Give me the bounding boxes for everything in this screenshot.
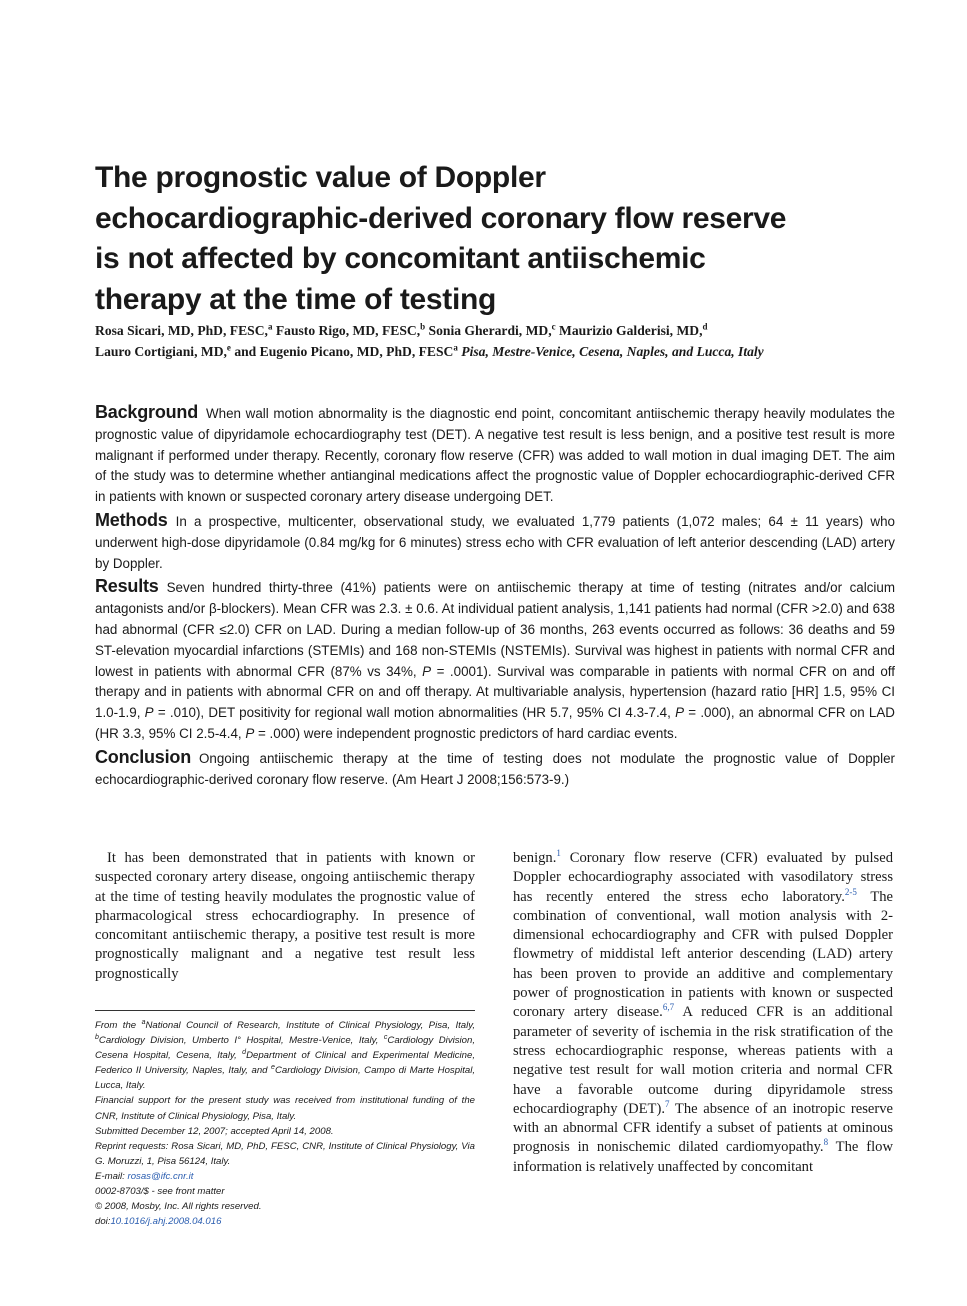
author-name: Sonia Gherardi, MD, [428, 323, 552, 338]
affiliation-marker: e [226, 342, 231, 353]
author-name: Lauro Cortigiani, MD, [95, 344, 227, 359]
affiliation-marker: b [95, 1033, 99, 1041]
affiliation-marker: d [242, 1049, 247, 1056]
p-value-label: P [422, 663, 432, 679]
abstract-methods [95, 510, 895, 574]
body-paragraph: It has been demonstrated that in patients with known or suspected coronary artery disease, ongoing antiischemic therapy at the time of testing heavily modulates the prognostic value of pharmacological stress echocardiography. In presence of concomitant antiischemic therapy, a positive test result is more prognostically malignant and a negative test result less prognostically [95, 850, 475, 982]
author-name: Fausto Rigo, MD, FESC, [275, 323, 421, 338]
author-name: Rosa Sicari, MD, PhD, FESC, [95, 323, 268, 338]
article-title [95, 158, 895, 320]
p-value-label: P [675, 705, 685, 721]
citation-ref[interactable]: 8 [823, 1137, 829, 1148]
title-line: echocardiographic-derived coronary flow reserve [95, 201, 787, 235]
email-line [95, 1169, 475, 1184]
reprint-requests: Reprint requests: Rosa Sicari, MD, PhD, FESC, CNR, Institute of Clinical Physiology, Via G. Moruzzi, 1, Pisa 56124, Italy. [95, 1140, 475, 1167]
email-label: E-mail: [95, 1170, 128, 1182]
section-heading: Methods [95, 509, 168, 530]
section-text: In a prospective, multicenter, observational study, we evaluated 1,779 patients (1,072 males; 64 ± 11 years) who underwent high-dose dipyridamole (0.84 mg/kg for 6 minutes) stress echo with CFR evaluation of left anterior descending (LAD) artery by Doppler. [95, 513, 895, 571]
p-value-label: P [245, 725, 255, 741]
section-text: Ongoing antiischemic therapy at the time of testing does not modulate the prognostic value of Doppler echocardiographic-derived coronary flow reserve. (Am Heart J 2008;156:573-9.) [95, 750, 895, 787]
title-line: The prognostic value of Doppler [95, 161, 546, 194]
body-text: The flow information is relatively unaffected by concomitant [513, 1139, 893, 1175]
section-heading: Background [95, 402, 199, 422]
body-column-left [95, 849, 475, 984]
body-text: The combination of conventional, wall motion analysis with 2-dimensional echocardiography and CFR with pulsed Doppler flowmetry of middistal left anterior descending (LAD) artery has been proven to provide an additive and complementary power of prognostication in patients with known or suspected coronary artery disease. [513, 888, 894, 1021]
affiliation-marker: e [271, 1064, 275, 1072]
footnote-text: Department of Clinical and Experimental Medicine, Federico II University, Naples, Italy, and [95, 1050, 475, 1077]
affiliation-marker: a [453, 342, 458, 353]
copyright-line: © 2008, Mosby, Inc. All rights reserved. [95, 1201, 262, 1213]
author-line [95, 341, 905, 362]
footnote-text: From the [95, 1020, 142, 1031]
section-heading: Results [95, 576, 159, 597]
doi-line [95, 1214, 475, 1229]
affiliation-marker: c [551, 321, 556, 332]
citation-ref[interactable]: 2-5 [844, 886, 857, 897]
title-line: therapy at the time of testing [95, 282, 497, 316]
doi-label: doi: [95, 1216, 111, 1228]
email-link[interactable]: rosas@ifc.cnr.it [127, 1170, 194, 1182]
footnote-text: Cardiology Division, Cesena Hospital, Cesena, Italy, [95, 1035, 476, 1062]
footnote-text: Cardiology Division, Campo di Marte Hospital, Lucca, Italy. [95, 1065, 475, 1092]
section-text: = .0001). Survival was comparable in patients with normal CFR on and off therapy and in patients with abnormal CFR on and off therapy. At multivariable analysis, hypertension (hazard ratio [HR] 1.5, 95% CI 1.0-1.9, [95, 663, 895, 721]
footnotes [95, 1018, 475, 1229]
abstract-background [95, 402, 895, 508]
section-text: = .010), DET positivity for regional wall motion abnormalities (HR 5.7, 95% CI 4.3-7.4, [153, 705, 676, 721]
author-name: Maurizio Galderisi, MD, [559, 323, 703, 338]
body-text: A reduced CFR is an additional parameter of severity of ischemia in the risk stratification of the stress echocardiographic response, whereas patients with a negative test result for wall motion criteria and normal CFR have a favorable outcome during dipyridamole stress echocardiography (DET). [513, 1004, 893, 1117]
affiliation-marker: d [702, 321, 708, 332]
p-value-label: P [144, 705, 154, 721]
affiliation-marker: a [267, 321, 273, 332]
affiliation-marker: b [420, 321, 426, 332]
citation-ref[interactable]: 6,7 [662, 1002, 675, 1013]
submission-dates: Submitted December 12, 2007; accepted April 14, 2008. [95, 1125, 334, 1137]
author-line [95, 320, 905, 341]
section-text: Seven hundred thirty-three (41%) patients were on antiischemic therapy at time of testing (nitrates and/or calcium antagonists and/or β-blockers). Mean CFR was 2.3. ± 0.6. At individual patient analysis, 1,141 patients had normal (CFR >2.0) and 638 had abnormal (CFR ≤2.0) CFR on LAD. During a median follow-up of 36 months, 263 events occurred as follows: 36 deaths and 59 ST-elevation myocardial infarctions (STEMIs) and 168 non-STEMIs (NSTEMIs). Survival was highest in patients with normal CFR and lowest in patients with abnormal CFR (87% vs 34%, [95, 580, 895, 679]
abstract [95, 402, 895, 792]
doi-link[interactable]: 10.1016/j.ahj.2008.04.016 [110, 1216, 222, 1228]
body-text: The absence of an inotropic reserve with an abnormal CFR identify a subset of patients at ominous prognosis in nonischemic dilated cardiomyopathy. [513, 1100, 893, 1156]
funding-note: Financial support for the present study was received from institutional funding of the CNR, Institute of Clinical Physiology, Pisa, Italy. [95, 1095, 475, 1122]
citation-ref[interactable]: 7 [664, 1099, 670, 1109]
section-text: When wall motion abnormality is the diagnostic end point, concomitant antiischemic therapy heavily modulates the prognostic value of dipyridamole echocardiography test (DET). A negative test result is less benign, and a positive test result is more malignant if performed under therapy. Recently, coronary flow reserve (CFR) was added to wall motion in dual imaging DET. The aim of the study was to determine whether antianginal medications affect the prognostic value of Doppler echocardiographic-derived CFR in patients with known or suspected coronary artery disease undergoing DET. [95, 406, 895, 505]
affiliations-note [95, 1018, 475, 1093]
body-column-right [513, 849, 893, 1177]
author-name: and Eugenio Picano, MD, PhD, FESC [234, 344, 454, 359]
section-heading: Conclusion [95, 746, 191, 767]
section-text: = .000), an abnormal CFR on LAD (HR 3.3, 95% CI 2.5-4.4, [95, 705, 895, 741]
issn-line: 0002-8703/$ - see front matter [95, 1186, 225, 1198]
author-list [95, 320, 905, 362]
footnote-text: Cardiology Division, Umberto I° Hospital, Mestre-Venice, Italy, [98, 1035, 384, 1047]
abstract-conclusion [95, 747, 895, 791]
footnote-text: National Council of Research, Institute of Clinical Physiology, Pisa, Italy, [145, 1020, 475, 1031]
affiliation-marker: c [383, 1033, 388, 1041]
title-line: is not affected by concomitant antiischemic [95, 242, 706, 275]
affiliation-marker: a [141, 1018, 146, 1026]
section-text: = .000) were independent prognostic predictors of hard cardiac events. [254, 725, 678, 741]
citation-ref[interactable]: 1 [556, 848, 561, 859]
author-locations: Pisa, Mestre-Venice, Cesena, Naples, and Lucca, Italy [461, 344, 764, 359]
body-text: Coronary flow reserve (CFR) evaluated by pulsed Doppler echocardiography associated with vasodilatory stress has recently entered the stress echo laboratory. [513, 850, 893, 905]
body-text: benign. [513, 850, 557, 866]
footnote-divider [95, 1010, 475, 1011]
abstract-results [95, 576, 895, 744]
